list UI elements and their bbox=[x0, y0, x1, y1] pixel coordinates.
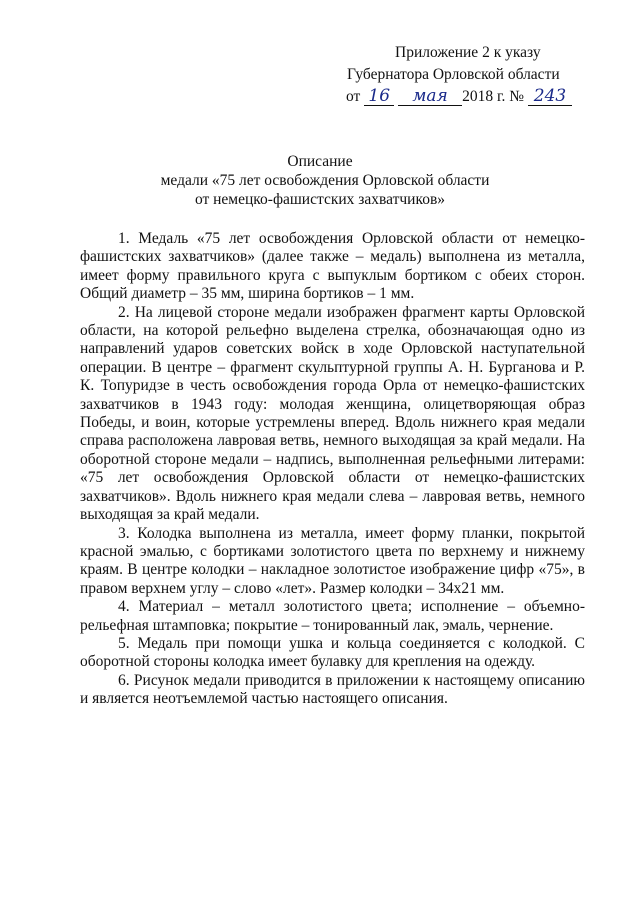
decree-month-handwritten: мая bbox=[412, 86, 448, 106]
from-label: от bbox=[346, 88, 361, 105]
paragraph-2: 2. На лицевой стороне медали изображен фрагмент карты Орловской области, на которой рельефно выделена стрелка, обозначающая одно из направлений ударов советских войск в ходе Орловской наступательной операции. В центре – фрагмент скульптурной группы А. Н. Бурганова и Р. К. Топуридзе в честь освобождения города Орла от немецко-фашистских захватчиков в 1943 году: молодая женщина, олицетворяющая образ Победы, и воин, которые устремлены вперед. Вдоль нижнего края медали справа расположена лавровая ветвь, немного выходящая за край медали. На оборотной стороне медали – надпись, выполненная рельефными литерами: «75 лет освобождения Орловской области от немецко-фашистских захватчиков». Вдоль нижнего края медали слева – лавровая ветвь, немного выходящая за край медали. bbox=[80, 303, 585, 524]
decree-month-field bbox=[398, 88, 462, 106]
decree-day-handwritten: 16 bbox=[368, 86, 391, 106]
document-title bbox=[0, 152, 640, 209]
title-line-3: от немецко-фашистских захватчиков» bbox=[194, 191, 446, 208]
paragraph-6: 6. Рисунок медали приводится в приложении к настоящему описанию и является неотъемлемой частью настоящего описания. bbox=[80, 671, 585, 708]
document-body bbox=[80, 230, 585, 709]
paragraph-5: 5. Медаль при помощи ушка и кольца соединяется с колодкой. С оборотной стороны колодка имеет булавку для крепления на одежду. bbox=[80, 634, 585, 671]
decree-day-field bbox=[364, 88, 394, 106]
title-line-1: Описание bbox=[287, 153, 353, 170]
title-line-2: медали «75 лет освобождения Орловской области bbox=[160, 172, 490, 189]
paragraph-3: 3. Колодка выполнена из металла, имеет форму планки, покрытой красной эмалью, с бортиками золотистого цвета по верхнему и нижнему краям. В центре колодки – накладное золотистое изображение цифр «75», в правом верхнем углу – слово «лет». Размер колодки – 34х21 мм. bbox=[80, 524, 585, 597]
decree-date-line bbox=[346, 86, 572, 108]
appendix-line-2: Губернатора Орловской области bbox=[347, 66, 560, 83]
decree-year-label: 2018 г. № bbox=[462, 88, 525, 105]
appendix-line-1: Приложение 2 к указу bbox=[395, 44, 541, 61]
paragraph-4: 4. Материал – металл золотистого цвета; исполнение – объемно-рельефная штамповка; покрытие – тонированный лак, эмаль, чернение. bbox=[80, 598, 585, 634]
decree-number-field bbox=[528, 88, 572, 106]
paragraph-1: 1. Медаль «75 лет освобождения Орловской области от немецко-фашистских захватчиков» (далее также – медаль) выполнена из металла, имеет форму правильного круга с выпуклым бортиком с обеих сторон. Общий диаметр – 35 мм, ширина бортиков – 1 мм. bbox=[80, 230, 585, 303]
appendix-header bbox=[346, 42, 572, 108]
decree-number-handwritten: 243 bbox=[533, 86, 567, 106]
